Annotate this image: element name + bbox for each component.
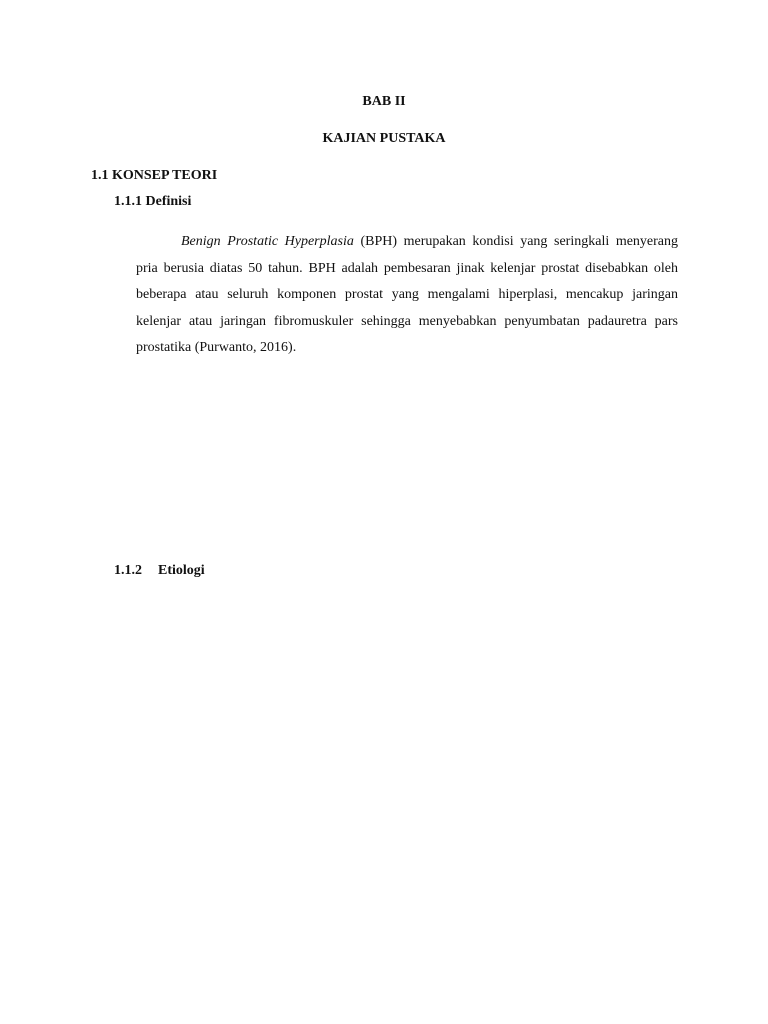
section-heading: 1.1 KONSEP TEORI [91,168,218,183]
definition-paragraph [136,229,678,362]
subsection-heading-definisi: 1.1.1 Definisi [114,194,192,209]
subsection-heading-etiologi [114,563,205,579]
subsection-number: 1.1.2 [114,563,142,578]
paragraph-text: (BPH) merupakan kondisi yang seringkali menyerang pria berusia diatas 50 tahun. BPH adalah pembesaran jinak kelenjar prostat disebabkan oleh beberapa atau seluruh komponen prostat yang mengalami hiperplasi, mencakup jaringan kelenjar atau jaringan fibromuskuler sehingga menyebabkan penyumbatan padauretra pars prostatika (Purwanto, 2016). [136,234,679,355]
subsection-title: Etiologi [158,563,205,578]
chapter-title: KAJIAN PUSTAKA [322,131,446,146]
chapter-number: BAB II [362,94,406,109]
italic-term: Benign Prostatic Hyperplasia [181,234,354,249]
